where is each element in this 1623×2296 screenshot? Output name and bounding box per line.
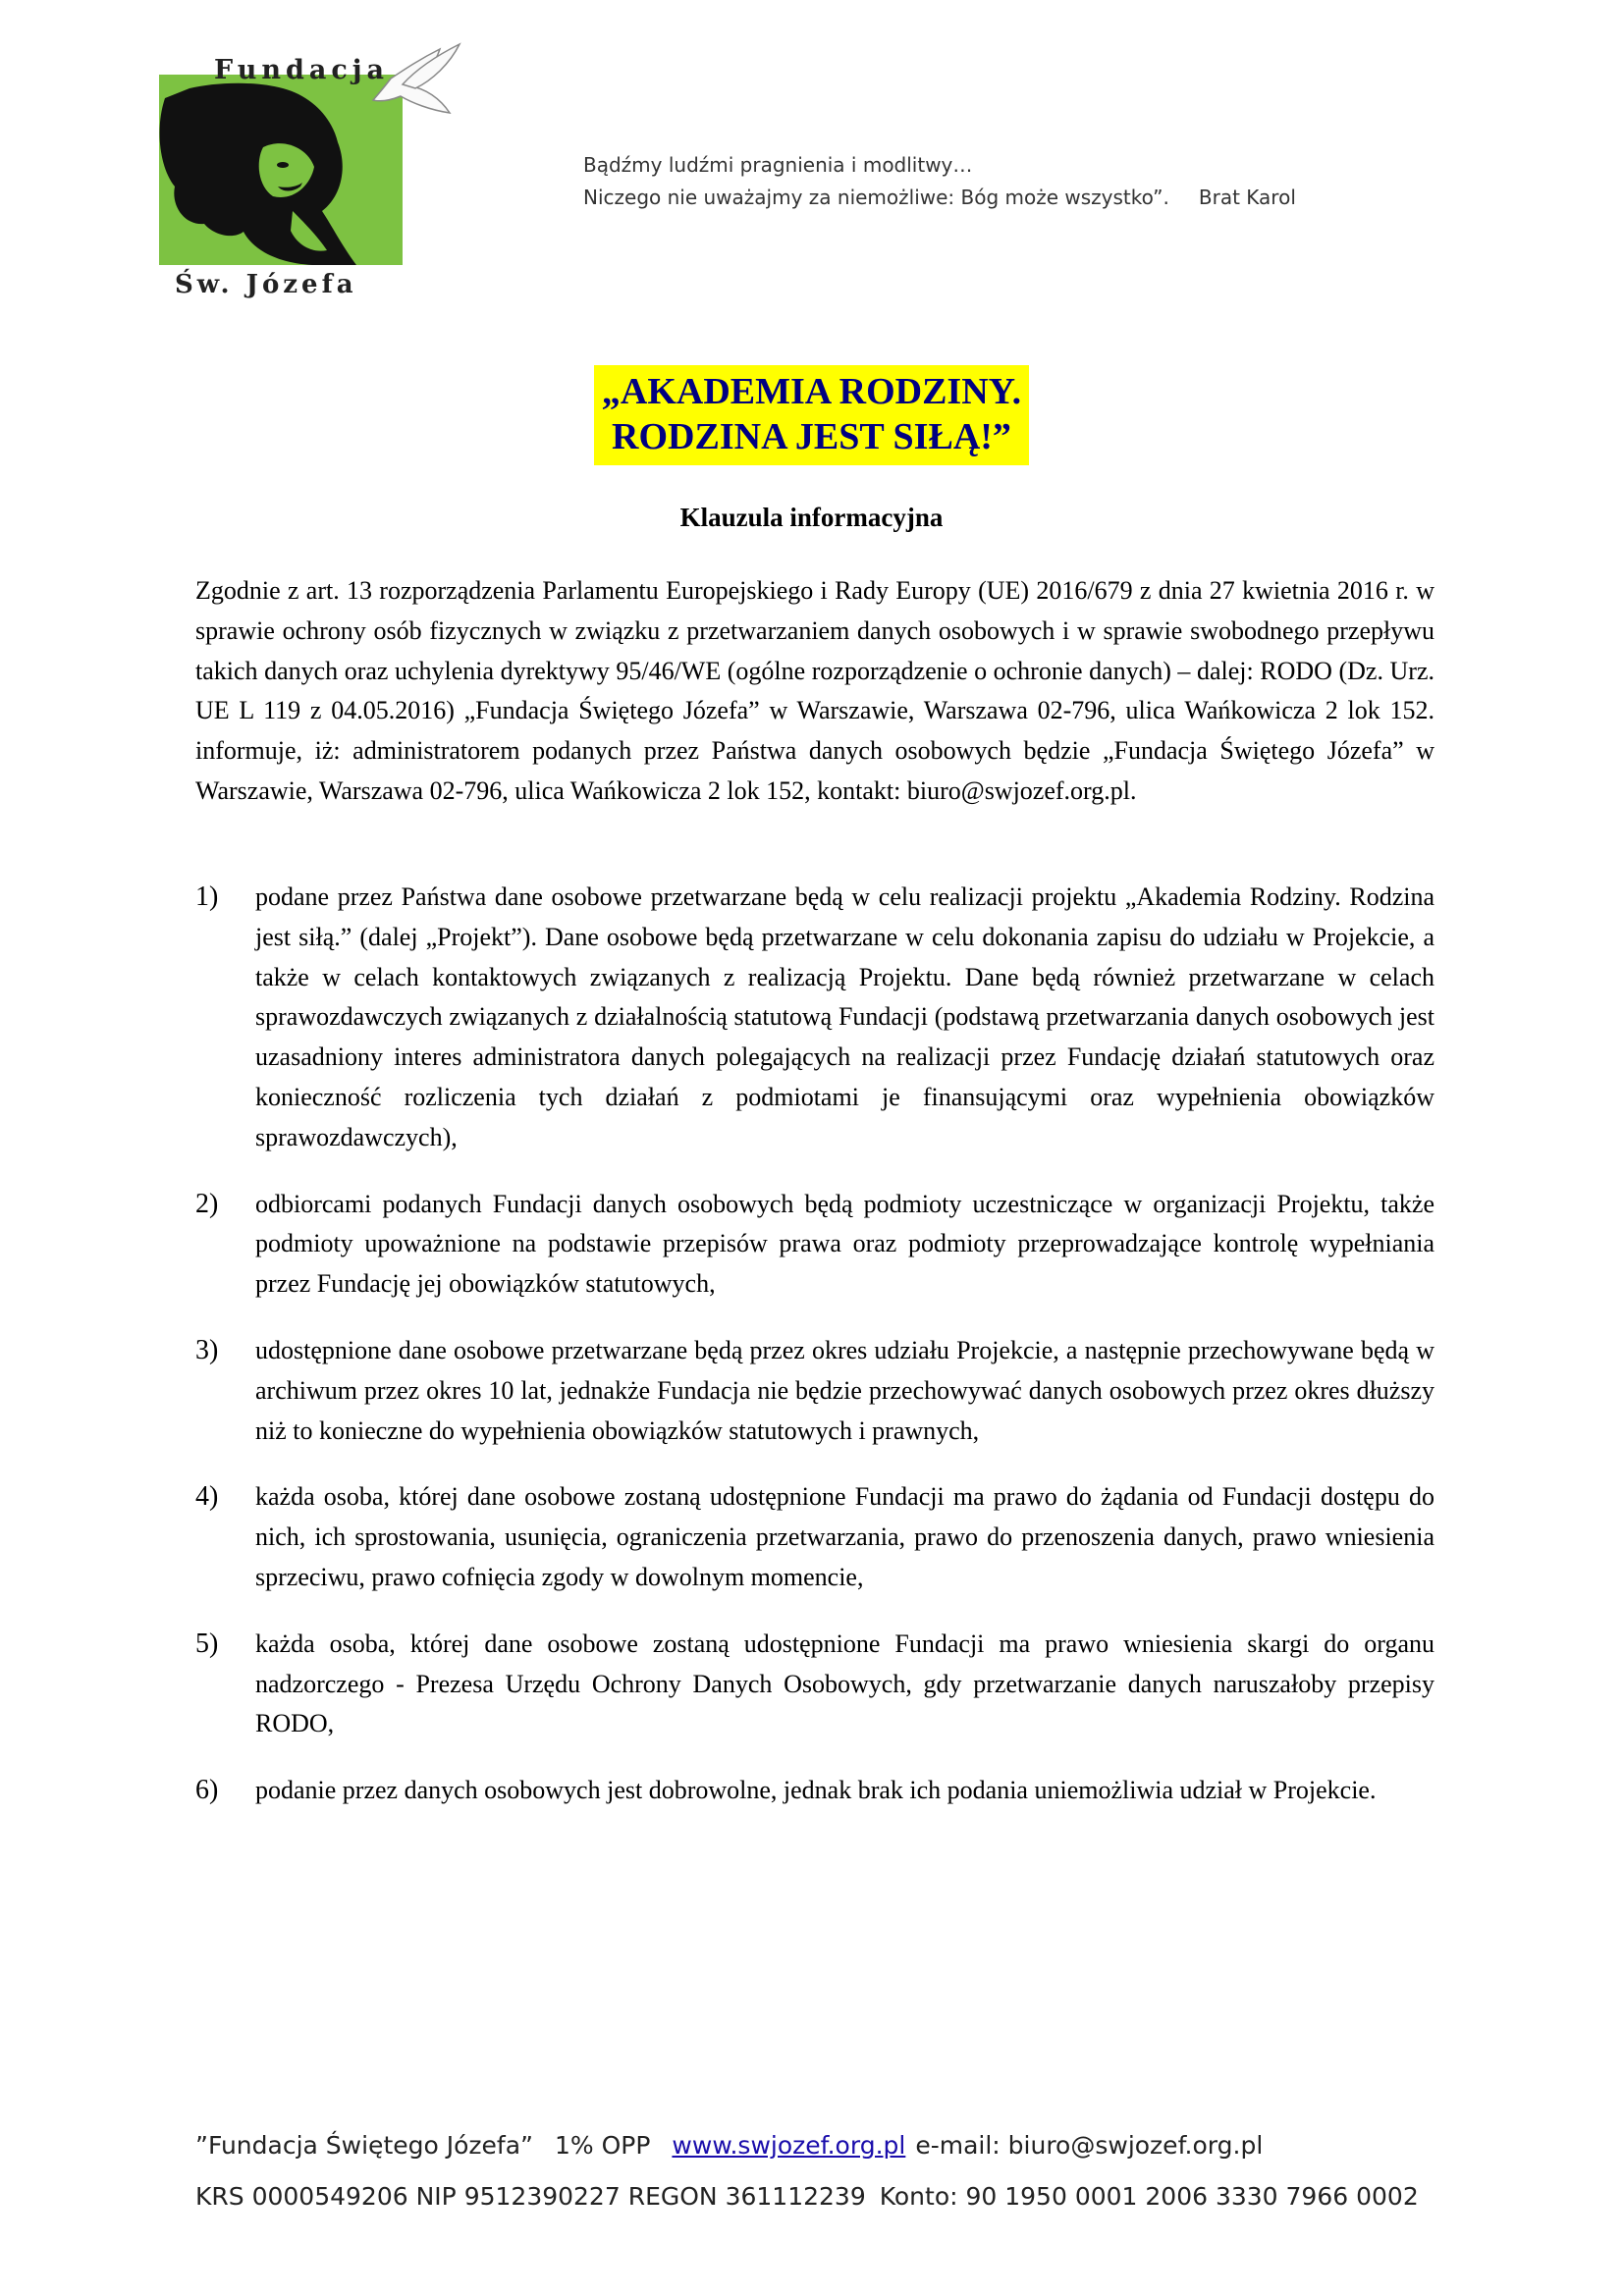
list-item — [195, 878, 1434, 1158]
motto-quote — [583, 149, 1388, 214]
list-item-text: każda osoba, której dane osobowe zostaną udostępnione Fundacji ma prawo do żądania od Fundacji dostępu do nich, ich sprostowania, usunięcia, ograniczenia przetwarzania, prawo do przenoszenia danych, prawo wniesienia sprzeciwu, prawo cofnięcia zgody w dowolnym momencie, — [255, 1482, 1434, 1591]
footer-line-1 — [195, 2120, 1472, 2171]
list-item — [195, 1331, 1434, 1451]
title-line-1: „AKADEMIA RODZINY. — [601, 371, 1022, 412]
list-item-text: podane przez Państwa dane osobowe przetwarzane będą w celu realizacji projektu „Akademia Rodziny. Rodzina jest siłą.” (dalej „Projekt”). Dane osobowe będą przetwarzane w celu dokonania zapisu do udziału w Projekcie, a także w celach kontaktowych związanych z realizacją Projektu. Dane będą również przetwarzane w celach sprawozdawczych związanych z działalnością statutową Fundacji (podstawą przetwarzania danych osobowych jest uzasadniony interes administratora danych polegających na realizacji przez Fundację działań statutowych oraz konieczność rozliczenia tych działań z podmiotami je finansującymi oraz wypełnienia obowiązków sprawozdawczych), — [255, 882, 1434, 1151]
document-subtitle: Klauzula informacyjna — [679, 503, 944, 532]
footer-website-link[interactable]: www.swjozef.org.pl — [672, 2131, 906, 2160]
list-item-number: 6) — [195, 1775, 219, 1806]
list-item — [195, 1771, 1434, 1811]
motto-line-1: Bądźmy ludźmi pragnienia i modlitwy… — [583, 153, 973, 177]
title-highlight — [594, 365, 1029, 465]
motto-author: Brat Karol — [1198, 186, 1296, 209]
document-title — [0, 365, 1623, 465]
list-item-number: 5) — [195, 1628, 219, 1659]
list-item — [195, 1185, 1434, 1305]
list-item — [195, 1477, 1434, 1597]
motto-line-2 — [583, 182, 1388, 214]
intro-paragraph: Zgodnie z art. 13 rozporządzenia Parlamentu Europejskiego i Rady Europy (UE) 2016/679 z dnia 27 kwietnia 2016 r. w sprawie ochrony osób fizycznych w związku z przetwarzaniem danych osobowych i w sprawie swobodnego przepływu takich danych oraz uchylenia dyrektywy 95/46/WE (ogólne rozporządzenie o ochronie danych) – dalej: RODO (Dz. Urz. UE L 119 z 04.05.2016) „Fundacja Świętego Józefa” w Warszawie, Warszawa 02-796, ulica Wańkowicza 2 lok 152. informuje, iż: administratorem podanych przez Państwa danych osobowych będzie „Fundacja Świętego Józefa” w Warszawie, Warszawa 02-796, ulica Wańkowicza 2 lok 152, kontakt: biuro@swjozef.org.pl. — [195, 576, 1434, 805]
foundation-logo — [145, 39, 469, 304]
clause-list — [195, 878, 1434, 1838]
footer-line-2 — [195, 2171, 1472, 2222]
list-item — [195, 1625, 1434, 1744]
footer-email: e-mail: biuro@swjozef.org.pl — [915, 2131, 1264, 2160]
footer-krs: KRS 0000549206 — [195, 2182, 408, 2211]
footer-regon: REGON 361112239 — [627, 2182, 866, 2211]
list-item-text: podanie przez danych osobowych jest dobrowolne, jednak brak ich podania uniemożliwia udział w Projekcie. — [255, 1776, 1377, 1805]
footer-nip: NIP 9512390227 — [415, 2182, 621, 2211]
logo-bottom-text: Św. Józefa — [175, 270, 357, 299]
list-item-number: 3) — [195, 1334, 219, 1365]
page-footer — [195, 2120, 1472, 2222]
logo-top-text: Fundacja — [214, 55, 390, 85]
motto-line-2-text: Niczego nie uważajmy za niemożliwe: Bóg może wszystko”. — [583, 186, 1169, 209]
footer-org-name: ”Fundacja Świętego Józefa” — [195, 2131, 533, 2160]
footer-konto: Konto: 90 1950 0001 2006 3330 7966 0002 — [879, 2182, 1419, 2211]
list-item-text: odbiorcami podanych Fundacji danych osobowych będą podmioty uczestniczące w organizacji Projektu, także podmioty upoważnione na podstawie przepisów prawa oraz podmioty przeprowadzające kontrolę wypełniania przez Fundację jej obowiązków statutowych, — [255, 1189, 1434, 1299]
list-item-number: 1) — [195, 881, 219, 912]
list-item-number: 4) — [195, 1481, 219, 1513]
list-item-number: 2) — [195, 1188, 219, 1219]
list-item-text: każda osoba, której dane osobowe zostaną udostępnione Fundacji ma prawo wniesienia skargi do organu nadzorczego - Prezesa Urzędu Ochrony Danych Osobowych, gdy przetwarzanie danych naruszałoby przepisy RODO, — [255, 1629, 1434, 1738]
footer-opp: 1% OPP — [554, 2131, 651, 2160]
title-line-2: RODZINA JEST SIŁĄ!” — [612, 416, 1011, 457]
list-item-text: udostępnione dane osobowe przetwarzane będą przez okres udziału Projekcie, a następnie przechowywane będą w archiwum przez okres 10 lat, jednakże Fundacja nie będzie przechowywać danych osobowych przez okres dłuższy niż to konieczne do wypełnienia obowiązków statutowych i prawnych, — [255, 1335, 1434, 1445]
